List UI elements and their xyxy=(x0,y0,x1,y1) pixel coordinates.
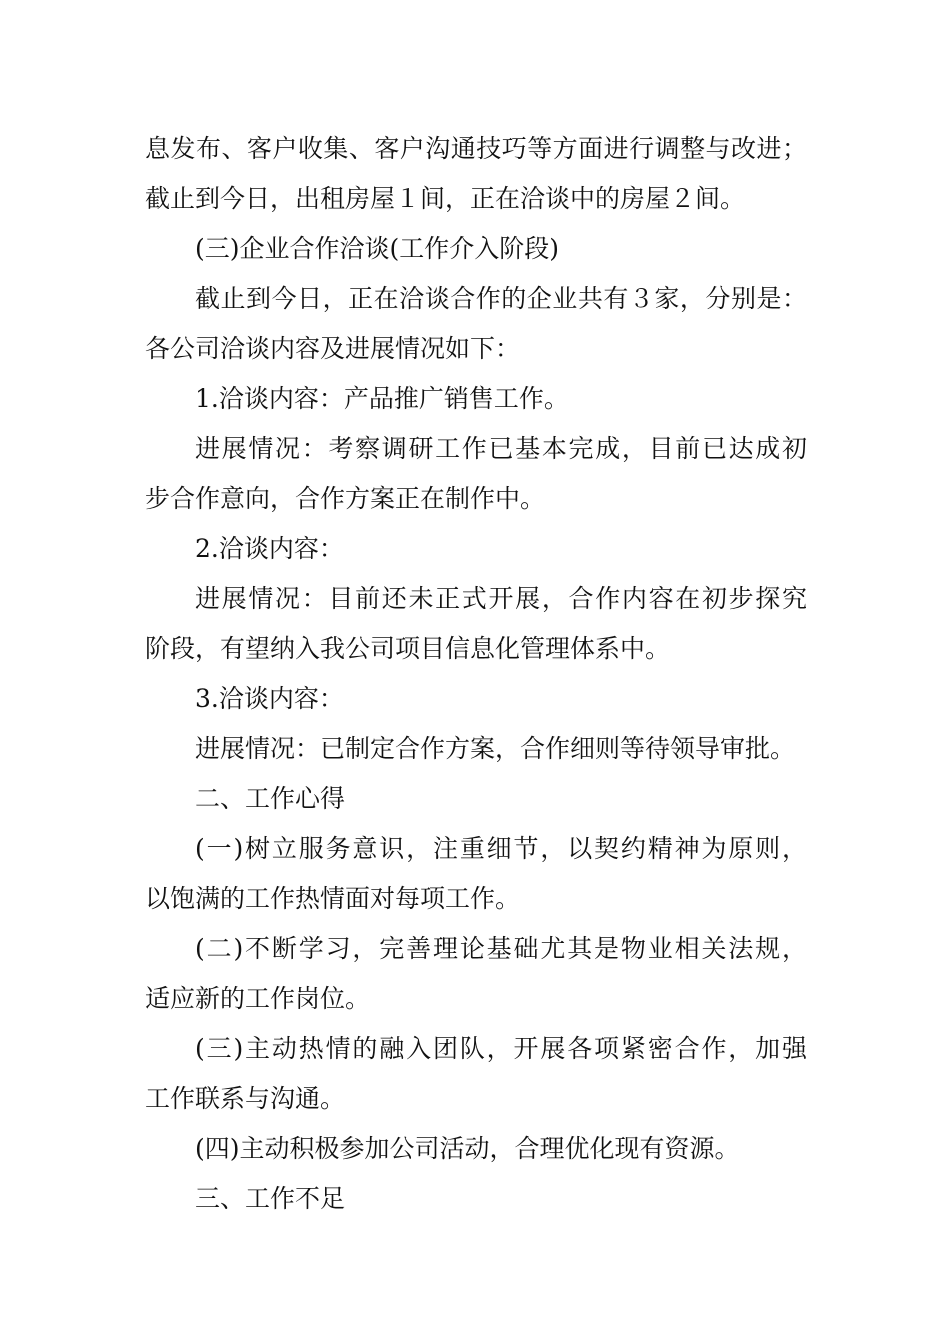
text-line-14: 二、工作心得 xyxy=(195,784,346,813)
text-line-7: 进展情况：考察调研工作已基本完成，目前已达成初 xyxy=(195,434,807,463)
text-line-8: 步合作意向，合作方案正在制作中。 xyxy=(145,484,546,513)
text-line-3: (三)企业合作洽谈(工作介入阶段) xyxy=(195,234,560,263)
text-line-18: 适应新的工作岗位。 xyxy=(145,984,371,1013)
text-line-11: 阶段，有望纳入我公司项目信息化管理体系中。 xyxy=(145,634,671,663)
text-line-21: (四)主动积极参加公司活动，合理优化现有资源。 xyxy=(195,1134,740,1163)
text-line-20: 工作联系与沟通。 xyxy=(145,1084,346,1113)
text-line-13: 进展情况：已制定合作方案，合作细则等待领导审批。 xyxy=(195,734,796,763)
text-line-1: 息发布、客户收集、客户沟通技巧等方面进行调整与改进； xyxy=(145,134,807,163)
text-line-9: 2.洽谈内容： xyxy=(195,534,344,563)
text-line-6: 1.洽谈内容：产品推广销售工作。 xyxy=(195,384,569,413)
text-line-16: 以饱满的工作热情面对每项工作。 xyxy=(145,884,521,913)
document-body xyxy=(145,124,807,1224)
text-line-17: (二)不断学习，完善理论基础尤其是物业相关法规， xyxy=(195,934,807,963)
text-line-4: 截止到今日，正在洽谈合作的企业共有３家，分别是： xyxy=(195,284,807,313)
text-line-5: 各公司洽谈内容及进展情况如下： xyxy=(145,334,521,363)
text-line-19: (三)主动热情的融入团队，开展各项紧密合作，加强 xyxy=(195,1034,807,1063)
text-line-12: 3.洽谈内容： xyxy=(195,684,344,713)
text-line-22: 三、工作不足 xyxy=(195,1184,346,1213)
text-line-10: 进展情况：目前还未正式开展，合作内容在初步探究 xyxy=(195,584,807,613)
text-line-15: (一)树立服务意识，注重细节，以契约精神为原则， xyxy=(195,834,807,863)
text-line-2: 截止到今日，出租房屋１间，正在洽谈中的房屋２间。 xyxy=(145,184,746,213)
